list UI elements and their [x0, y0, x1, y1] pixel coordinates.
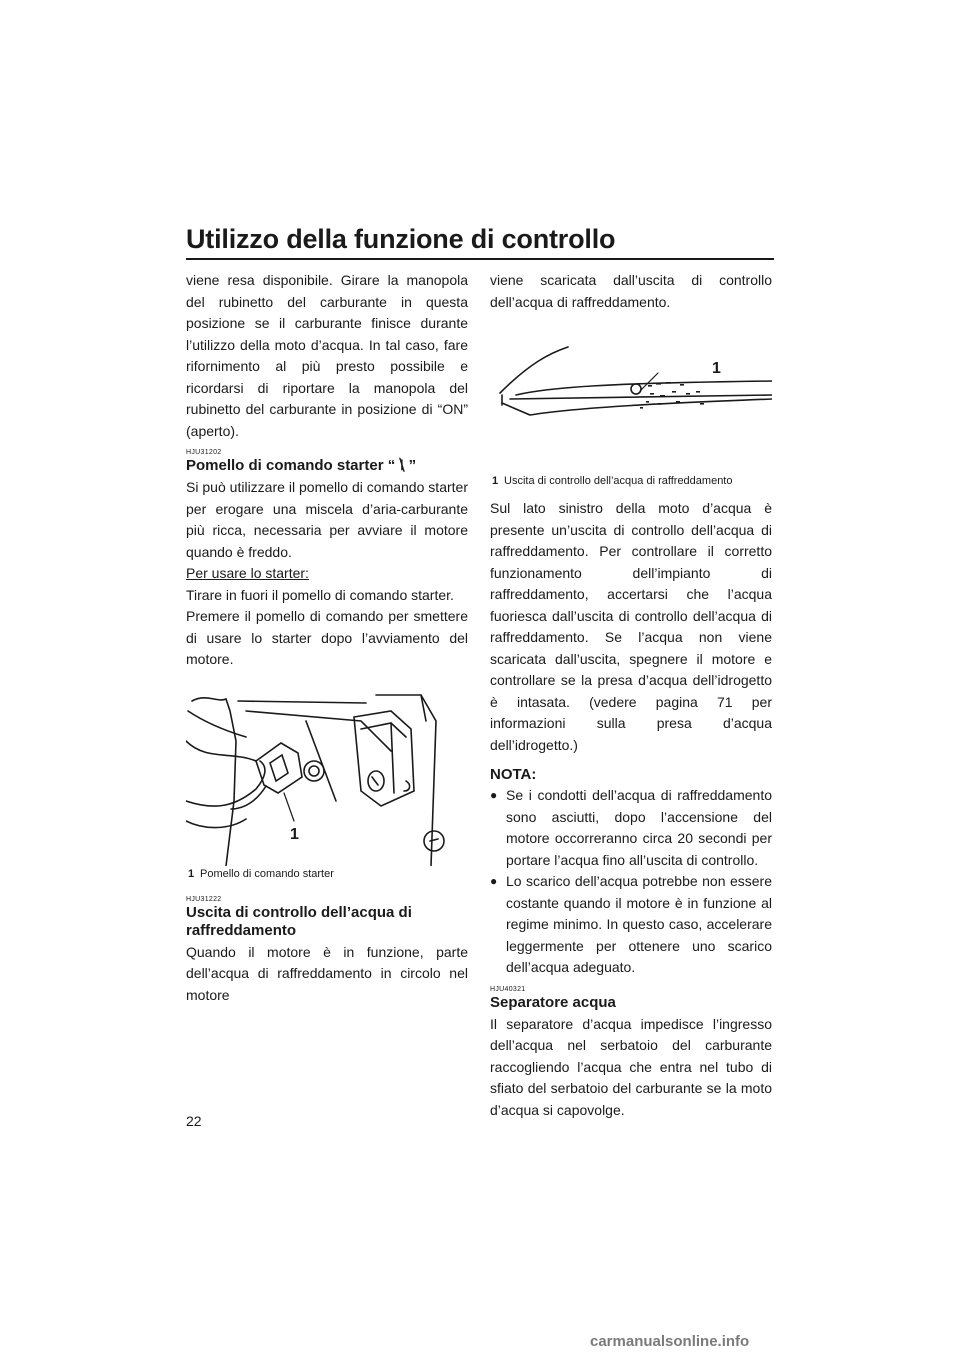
- cooling-outlet-figure: [490, 333, 772, 473]
- section-code: HJU31202: [186, 449, 222, 456]
- figure-callout: 1: [712, 360, 721, 377]
- figure-caption: [490, 475, 772, 488]
- list-item: ● Se i condotti dell’acqua di raffreddamento sono asciutti, dopo l’accensione del motore occorreranno circa 20 secondi per portare l’acqua fino all’uscita di controllo.: [490, 787, 772, 868]
- starter-knob-illustration: [186, 681, 468, 866]
- list-item: ● Lo scarico dell’acqua potrebbe non essere costante quando il motore è in funzione al regime minimo. In questo caso, accelerare leggermente per ottenere uno scarico dell’acqua adeguato.: [490, 873, 772, 975]
- page-number: 22: [186, 1113, 202, 1129]
- starter-knob-figure: [186, 681, 468, 866]
- starter-description: Si può utilizzare il pomello di comando starter per erogare una miscela d’aria-carburante più ricca, necessaria per avviare il motore quando è freddo.: [186, 479, 468, 560]
- cooling-outlet-description: Sul lato sinistro della moto d’acqua è presente un’uscita di controllo dell’acqua di raffreddamento. Per controllare il corretto funzionamento dell’impianto di raffreddamento, accertarsi che l’acqua fuoriesca dall’uscita di controllo dell’acqua di raffreddamento. Se l’acqua non viene scaricata dall’uscita, spegnere il motore e controllare se la presa d’acqua dell’idrogetto è intasata. (vedere pagina 71 per informazioni sulla presa d’acqua dell’idrogetto.): [490, 500, 772, 753]
- caption-text: Uscita di controllo dell’acqua di raffreddamento: [504, 475, 733, 487]
- water-separator-paragraph: Il separatore d’acqua impedisce l’ingresso dell’acqua nel serbatoio del carburante raccogliendo l’acqua che entra nel tubo di sfiato del serbatoio del carburante se la moto d’acqua si capovolge.: [490, 1015, 772, 1118]
- note-heading: NOTA:: [490, 766, 537, 783]
- section-heading-water-separator: Separatore acqua: [490, 993, 616, 1011]
- page-title: Utilizzo della funzione di controllo: [186, 224, 616, 254]
- caption-text: Pomello di comando starter: [200, 867, 334, 880]
- left-column: [186, 270, 468, 1006]
- title-rule: [186, 258, 774, 260]
- right-column: [490, 270, 772, 1121]
- figure-caption: [186, 868, 468, 881]
- caption-number: 1: [492, 475, 499, 487]
- figure-callout: 1: [290, 825, 299, 843]
- cooling-outlet-paragraph: Quando il motore è in funzione, parte dell’acqua di raffreddamento in circolo nel motore: [186, 943, 468, 1003]
- section-heading-cooling-outlet: Uscita di controllo dell’acqua di raffreddamento: [186, 903, 412, 939]
- starter-step-1: Tirare in fuori il pomello di comando starter.: [186, 586, 454, 603]
- caption-number: 1: [188, 867, 195, 880]
- section-heading-starter: Pomello di comando starter “ ⧹⃒ ”: [186, 457, 417, 474]
- bullet-icon: ●: [490, 874, 498, 888]
- right-intro-paragraph: viene scaricata dall’uscita di controllo dell’acqua di raffreddamento.: [490, 272, 772, 310]
- section-code: HJU40321: [490, 985, 526, 993]
- left-intro-paragraph: viene resa disponibile. Girare la manopola del rubinetto del carburante in questa posizione se il carburante finisce durante l’utilizzo della moto d’acqua. In tal caso, fare rifornimento al più presto possibile e ricordarsi di riportare la manopola del rubinetto del carburante in posizione di “ON” (aperto).: [186, 272, 468, 439]
- cooling-outlet-illustration: [490, 333, 772, 473]
- bullet-icon: ●: [490, 788, 498, 802]
- starter-subheading: Per usare lo starter:: [186, 565, 309, 581]
- starter-step-2: Premere il pomello di comando per smettere di usare lo starter dopo l’avviamento del motore.: [186, 608, 468, 667]
- section-code: HJU31222: [186, 895, 222, 903]
- note-list: [490, 785, 772, 979]
- watermark: carmanualsonline.info: [590, 1333, 750, 1350]
